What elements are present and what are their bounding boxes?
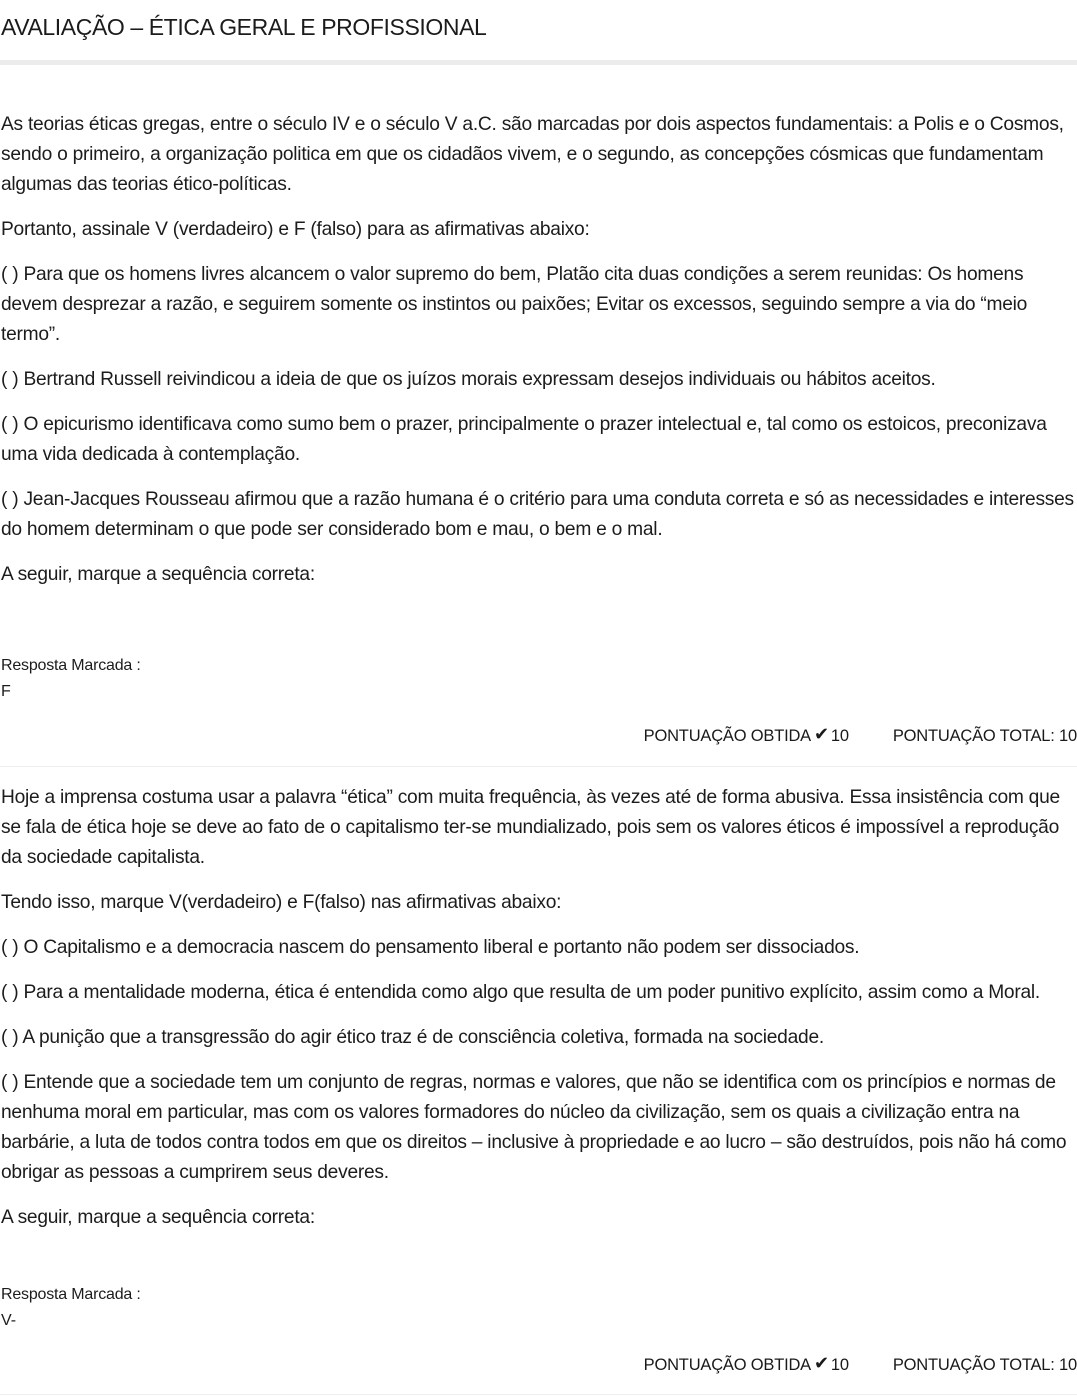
question-1-instruction: Portanto, assinale V (verdadeiro) e F (falso) para as afirmativas abaixo: xyxy=(1,219,590,240)
page-title: AVALIAÇÃO – ÉTICA GERAL E PROFISSIONAL xyxy=(1,14,487,40)
check-icon: ✔ xyxy=(813,1353,829,1373)
score-total: PONTUAÇÃO TOTAL: 10 xyxy=(892,1355,1077,1374)
answer-label: Resposta Marcada : xyxy=(1,1286,141,1303)
question-divider xyxy=(0,766,1077,767)
question-2-instruction: Tendo isso, marque V(verdadeiro) e F(falso) nas afirmativas abaixo: xyxy=(1,892,562,913)
question-2-statement-3: ( ) A punição que a transgressão do agir ético traz é de consciência coletiva, formada na sociedade. xyxy=(1,1027,824,1048)
question-1-statement-3: ( ) O epicurismo identificava como sumo bem o prazer, principalmente o prazer intelectual e, tal como os estoicos, preconizava uma vida dedicada à contemplação. xyxy=(1,414,1047,465)
score-row xyxy=(644,724,1077,748)
question-2-statement-4: ( ) Entende que a sociedade tem um conjunto de regras, normas e valores, que não se identifica com os princípios e normas de nenhuma moral em particular, mas com os valores formadores do núcleo da civilização, sem os quais a civilização entra na barbárie, a luta de todos contra todos em que os direitos – inclusive à propriedade e ao lucro – são destruídos, pois não há como obrigar as pessoas a cumprirem seus deveres. xyxy=(1,1072,1067,1183)
question-1-prompt: A seguir, marque a sequência correta: xyxy=(1,564,315,585)
answer-value: V- xyxy=(1,1312,17,1329)
question-2-statement-1: ( ) O Capitalismo e a democracia nascem do pensamento liberal e portanto não podem ser dissociados. xyxy=(1,937,860,958)
score-obtained-label: PONTUAÇÃO OBTIDA xyxy=(643,1355,811,1374)
title-divider xyxy=(0,60,1077,65)
question-1-statement-2: ( ) Bertrand Russell reivindicou a ideia de que os juízos morais expressam desejos individuais ou hábitos aceitos. xyxy=(1,369,936,390)
question-1-statement-1: ( ) Para que os homens livres alcancem o valor supremo do bem, Platão cita duas condições a serem reunidas: Os homens devem desprezar a razão, e seguirem somente os instintos ou paixões; Evitar os excessos, seguindo sempre a via do “meio termo”. xyxy=(1,264,1028,345)
check-icon: ✔ xyxy=(813,724,829,744)
score-total: PONTUAÇÃO TOTAL: 10 xyxy=(892,726,1077,745)
question-divider xyxy=(0,1394,1077,1395)
score-obtained-value: 10 xyxy=(830,726,849,745)
score-obtained-value: 10 xyxy=(830,1355,849,1374)
question-1-statement-4: ( ) Jean-Jacques Rousseau afirmou que a razão humana é o critério para uma conduta correta e só as necessidades e interesses do homem determinam o que pode ser considerado bom e mau, o bem e o mal. xyxy=(1,489,1074,540)
answer-label: Resposta Marcada : xyxy=(1,657,141,674)
question-2-prompt: A seguir, marque a sequência correta: xyxy=(1,1207,315,1228)
question-2-statement-2: ( ) Para a mentalidade moderna, ética é entendida como algo que resulta de um poder punitivo explícito, assim como a Moral. xyxy=(1,982,1040,1003)
question-2-context: Hoje a imprensa costuma usar a palavra “ética” com muita frequência, às vezes até de forma abusiva. Essa insistência com que se fala de ética hoje se deve ao fato de o capitalismo ter-se mundializado, pois sem os valores éticos é impossível a reprodução da sociedade capitalista. xyxy=(1,787,1060,868)
score-row xyxy=(644,1353,1077,1377)
score-obtained-label: PONTUAÇÃO OBTIDA xyxy=(643,726,811,745)
question-1 xyxy=(1,110,1077,590)
question-2 xyxy=(1,783,1077,1248)
question-1-context: As teorias éticas gregas, entre o século IV e o século V a.C. são marcadas por dois aspectos fundamentais: a Polis e o Cosmos, sendo o primeiro, a organização politica em que os cidadãos vivem, e o segundo, as concepções cósmicas que fundamentam algumas das teorias ético-políticas. xyxy=(1,114,1064,195)
answer-value: F xyxy=(1,683,11,700)
